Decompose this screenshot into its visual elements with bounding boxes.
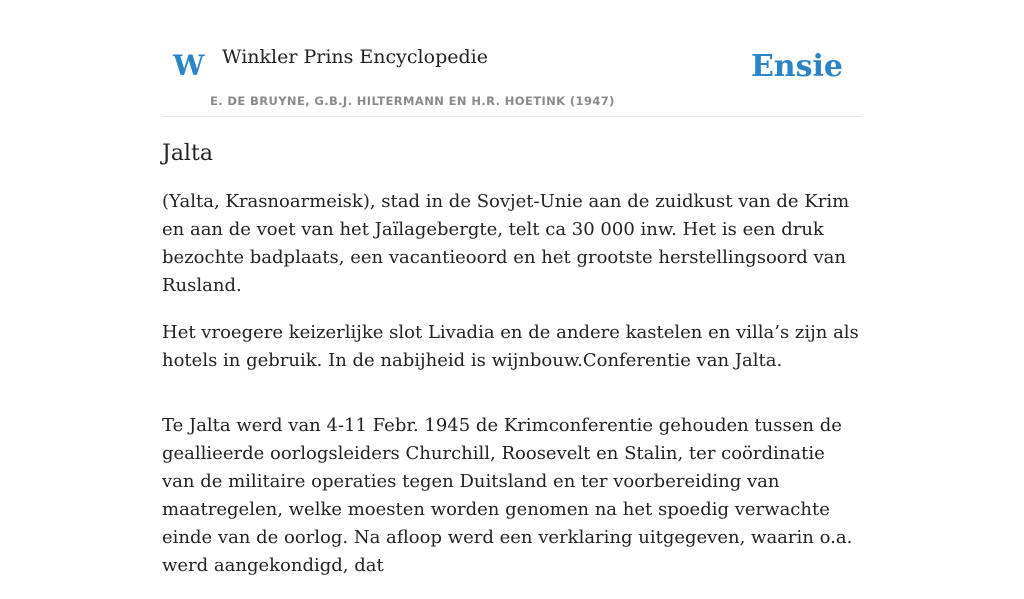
article-paragraph: Te Jalta werd van 4-11 Febr. 1945 de Krimconferentie gehouden tussen de geallieerde oorlogsleiders Churchill, Roosevelt en Stalin, ter coördinatie van de militaire operaties tegen Duitsland en ter voorbereiding van maatregelen, welke moesten worden genomen na het spoedig verwachte einde van de oorlog. Na afloop werd een verklaring uitgegeven, waarin o.a. werd aangekondigd, dat bbox=[162, 414, 853, 576]
article bbox=[162, 139, 862, 599]
source-header bbox=[162, 0, 862, 117]
source-title[interactable]: Winkler Prins Encyclopedie bbox=[222, 46, 488, 68]
source-logo[interactable]: W bbox=[173, 49, 205, 82]
article-paragraph: Het vroegere keizerlijke slot Livadia en de andere kastelen en villa’s zijn als hotels in gebruik. In de nabijheid is wijnbouw.Conferentie van Jalta. bbox=[162, 321, 859, 371]
article-paragraph: (Yalta, Krasnoarmeisk), stad in de Sovjet-Unie aan de zuidkust van de Krim en aan de voet van het Jaïlagebergte, telt ca 30 000 inw. Het is een druk bezochte badplaats, een vacantieoord en het grootste herstellingsoord van Rusland. bbox=[162, 190, 850, 296]
brand-logo[interactable]: Ensie bbox=[750, 49, 843, 84]
article-title: Jalta bbox=[162, 141, 213, 166]
source-authors: E. DE BRUYNE, G.B.J. HILTERMANN EN H.R. HOETINK (1947) bbox=[210, 94, 615, 108]
